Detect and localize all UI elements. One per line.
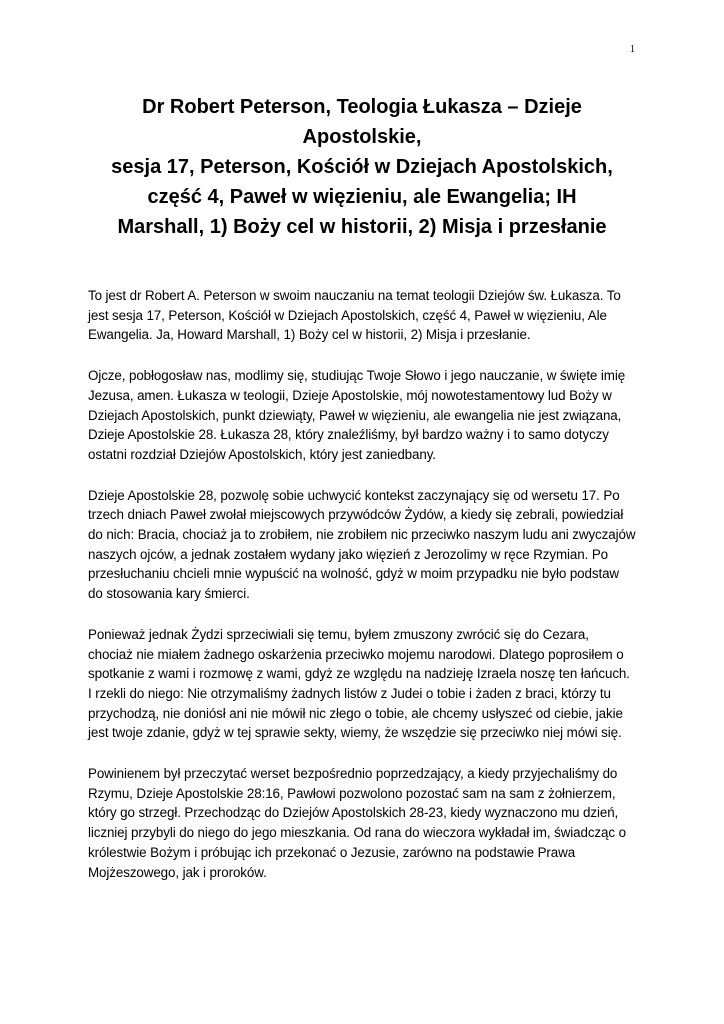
paragraph-intro: To jest dr Robert A. Peterson w swoim nauczaniu na temat teologii Dziejów św. Łukasza. To jest sesja 17, Peterson, Kościół w Dziejach Apostolskich, część 4, Paweł w więzieniu, Ale Ewangelia. Ja, Howard Marshall, 1) Boży cel w historii, 2) Misja i przesłanie. — [88, 288, 621, 343]
title-line: część 4, Paweł w więzieniu, ale Ewangelia; IH — [147, 186, 577, 208]
document-title — [88, 92, 636, 242]
body-text — [88, 286, 636, 903]
title-line: Apostolskie, — [302, 126, 422, 148]
title-line: Dr Robert Peterson, Teologia Łukasza – Dzieje — [142, 96, 582, 118]
paragraph-prayer: Ojcze, pobłogosław nas, modlimy się, studiując Twoje Słowo i jego nauczanie, w święte imię Jezusa, amen. Łukasza w teologii, Dzieje Apostolskie, mój nowotestamentowy lud Boży w Dziejach Apostolskich, punkt dziewiąty, Paweł w więzieniu, ale ewangelia nie jest związana, Dzieje Apostolskie 28. Łukasza 28, który znaleźliśmy, był bardzo ważny i to samo dotyczy ostatni rozdział Dziejów Apostolskich, który jest zaniedbany. — [88, 368, 626, 462]
paragraph-appeal-to-caesar: Ponieważ jednak Żydzi sprzeciwiali się temu, byłem zmuszony zwrócić się do Cezara, chociaż nie miałem żadnego oskarżenia przeciwko mojemu narodowi. Dlatego poprosiłem o spotkanie z wami i rozmowę z wami, gdyż ze względu na nadzieję Izraela noszę ten łańcuch. I rzekli do niego: Nie otrzymaliśmy żadnych listów z Judei o tobie i żaden z braci, którzy tu przychodzą, nie doniósł ani nie mówił nic złego o tobie, ale chcemy usłyszeć od ciebie, jakie jest twoje zdanie, gdyż w tej sprawie sekty, wiemy, że wszędzie się przeciwko niej mówi się. — [88, 626, 630, 741]
paragraph-paul-in-rome: Powinienem był przeczytać werset bezpośrednio poprzedzający, a kiedy przyjechaliśmy do Rzymu, Dzieje Apostolskie 28:16, Pawłowi pozwolono pozostać sam na sam z żołnierzem, który go strzegł. Przechodząc do Dziejów Apostolskich 28-23, kiedy wyznaczono mu dzień, liczniej przybyli do niego do jego mieszkania. Od rana do wieczora wykładał im, świadcząc o królestwie Bożym i próbując ich przekonać o Jezusie, zarówno na podstawie Prawa Mojżeszowego, jak i proroków. — [88, 766, 626, 880]
title-line: Marshall, 1) Boży cel w historii, 2) Misja i przesłanie — [117, 216, 607, 238]
page-number: 1 — [630, 44, 635, 55]
paragraph-acts-28-context: Dzieje Apostolskie 28, pozwolę sobie uchwycić kontekst zaczynający się od wersetu 17. Po trzech dniach Paweł zwołał miejscowych przywódców Żydów, a kiedy się zebrali, powiedział do nich: Bracia, chociaż ja to zrobiłem, nie zrobiłem nic przeciwko naszym ludu ani zwyczajów naszych ojców, a jednak zostałem wydany jako więzień z Jerozolimy w ręce Rzymian. Po przesłuchaniu chcieli mnie wypuścić na wolność, gdyż w moim przypadku nie było podstaw do stosowania kary śmierci. — [88, 487, 636, 602]
title-line: sesja 17, Peterson, Kościół w Dziejach Apostolskich, — [111, 156, 613, 178]
